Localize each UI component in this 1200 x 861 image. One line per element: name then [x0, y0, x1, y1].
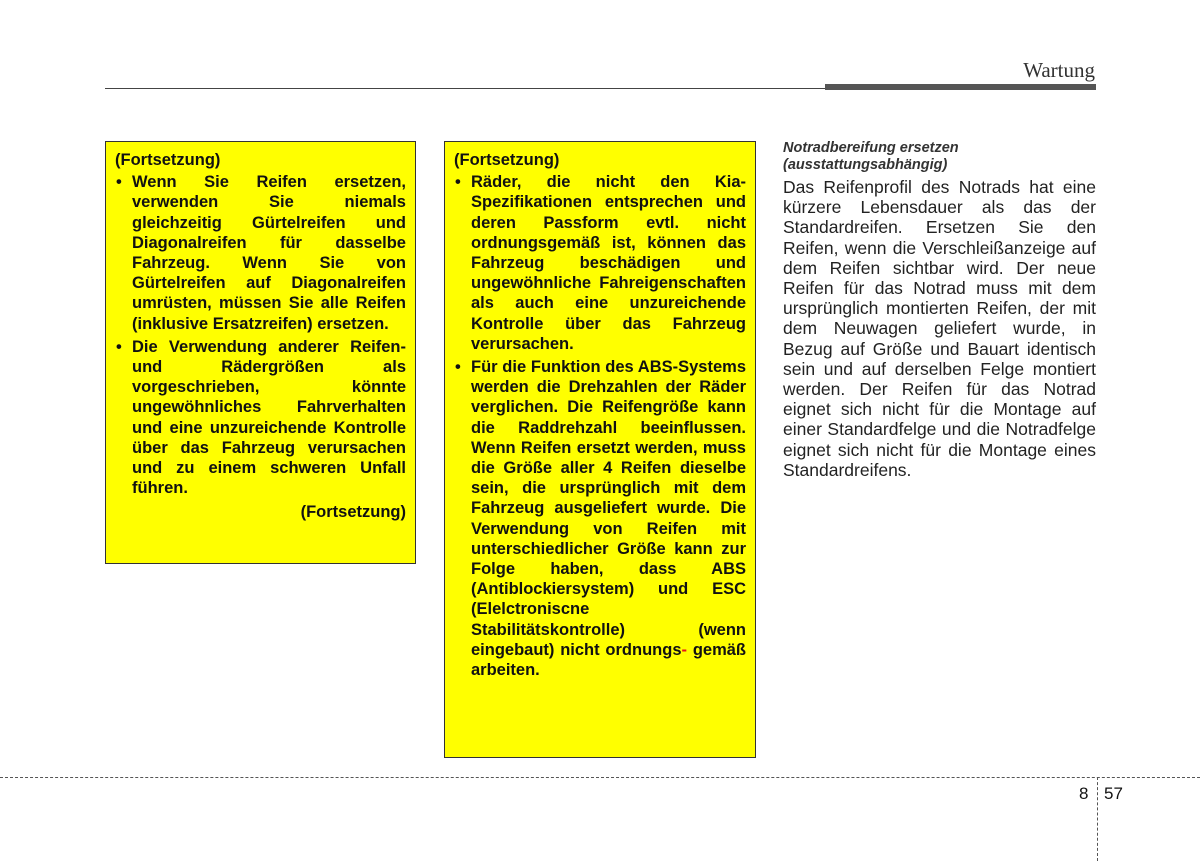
- footer-dashed-rule: [0, 777, 1200, 778]
- warning-box-left: [105, 141, 416, 564]
- list-item-text: Für die Funktion des ABS-Systems werden die Drehzahlen der Räder verglichen. Die Reifengröße kann die Raddrehzahl beeinflussen. Wenn Reifen ersetzt werden, muss die Größe aller 4 Reifen dieselbe sein, die ursprünglich mit dem Fahrzeug ausgeliefert wurde. Die Verwendung von Reifen mit unterschiedlicher Größe kann zur Folge haben, dass ABS (Antiblockiersystem) und ESC (Elelctroniscne Stabilitätskontrolle) (wenn eingebaut) nicht ordnungs: [471, 358, 746, 659]
- list-item: [115, 172, 406, 334]
- section-subheading: [783, 140, 1096, 174]
- continuation-label-bottom: (Fortsetzung): [300, 503, 406, 522]
- subheading-line: (ausstattungsabhängig): [783, 157, 948, 173]
- bullet-icon: •: [116, 337, 122, 356]
- list-item: [454, 357, 746, 680]
- list-item: [115, 337, 406, 499]
- body-paragraph: Das Reifenprofil des Notrads hat eine kürzere Lebensdauer als das der Standardreifen. Ersetzen Sie den Reifen, wenn die Verschleißanzeige auf dem Reifen sichtbar wird. Der neue Reifen für das Notrad muss mit dem ursprünglich montierten Reifen, der mit dem Neuwagen geliefert wurde, in Bezug auf Größe und Bauart identisch sein und auf derselben Felge montiert werden. Der Reifen für das Notrad eignet sich nicht für die Montage auf einer Standardfelge und die Notradfelge eignet sich nicht für die Montage eines Standardreifens.: [783, 177, 1096, 480]
- bullet-icon: •: [455, 358, 461, 377]
- warning-list: [454, 172, 746, 680]
- subheading-line: Notradbereifung ersetzen: [783, 140, 959, 156]
- header-rule: [105, 88, 825, 89]
- header-bar: [825, 84, 1096, 90]
- list-item: [454, 172, 746, 354]
- bullet-icon: •: [116, 173, 122, 192]
- chapter-number: 8: [1079, 784, 1089, 803]
- list-item-text: Räder, die nicht den Kia-Spezifikationen entsprechen und deren Passform evtl. nicht ordnungsgemäß ist, können das Fahrzeug beschädigen und ungewöhnliche Fahreigenschaften als auch eine unzureichende Kontrolle über das Fahrzeug verursachen.: [471, 173, 746, 353]
- footer-dashed-divider: [1097, 777, 1098, 861]
- page-header-title: Wartung: [1023, 58, 1095, 82]
- list-item-text: Wenn Sie Reifen ersetzen, verwenden Sie niemals gleichzeitig Gürtelreifen und Diagonalreifen für dasselbe Fahrzeug. Wenn Sie von Gürtelreifen auf Diagonalreifen umrüsten, müssen Sie alle Reifen (inklusive Ersatzreifen) ersetzen.: [132, 173, 406, 333]
- continuation-label-top: (Fortsetzung): [115, 151, 221, 169]
- warning-box-middle: [444, 141, 756, 758]
- warning-list: [115, 172, 406, 498]
- right-column: [783, 140, 1096, 480]
- list-item-text: Die Verwendung anderer Reifen- und Rädergrößen als vorgeschrieben, könnte ungewöhnliches Fahrverhalten und eine unzureichende Kontrolle über das Fahrzeug verursachen und zu einem schweren Unfall führen.: [132, 337, 406, 498]
- page-number: 57: [1104, 784, 1123, 803]
- list-item-text-end: gemäß arbeiten.: [471, 640, 746, 680]
- continuation-label-top: (Fortsetzung): [454, 151, 560, 169]
- hyphen-mark: -: [681, 640, 687, 659]
- bullet-icon: •: [455, 173, 461, 192]
